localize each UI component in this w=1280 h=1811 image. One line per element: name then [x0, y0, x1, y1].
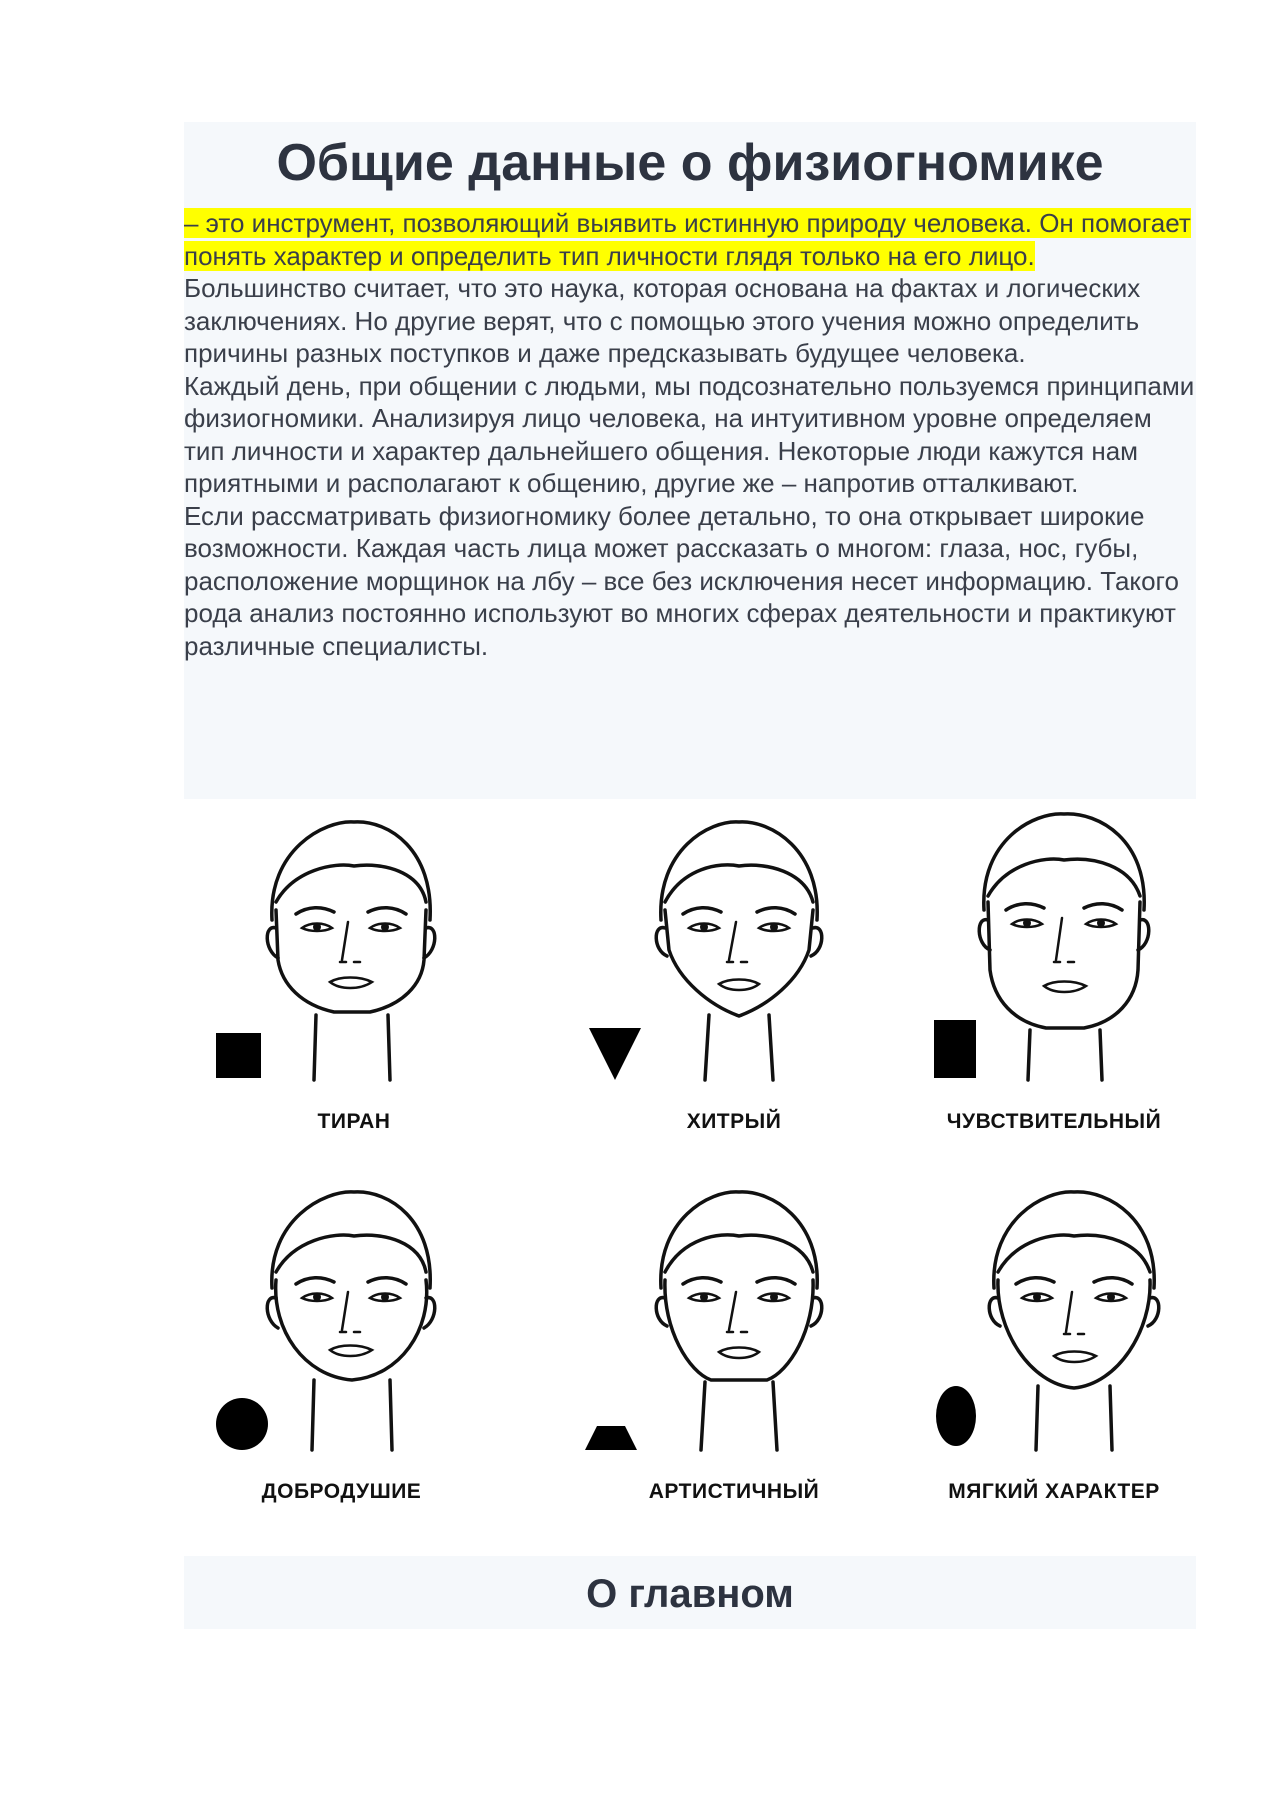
section-title: О главном: [586, 1572, 794, 1616]
face-label-soft-character: МЯГКИЙ ХАРАКТЕР: [948, 1480, 1160, 1503]
face-type-sensitive: [934, 810, 1280, 1160]
face-type-good-natured: [184, 1180, 559, 1530]
face-label-tyrant: ТИРАН: [317, 1110, 391, 1133]
face-drawing: [559, 1180, 934, 1510]
summary-section: [184, 1556, 1196, 1629]
intro-section: [184, 122, 1196, 799]
intro-text: [184, 207, 1196, 662]
paragraph-1: Большинство считает, что это наука, которая основана на фактах и логических заключениях. Но другие верят, что с помощью этого учения можно определить причины разных поступков и даже предсказывать будущее человека.: [184, 273, 1141, 368]
face-type-tyrant: [184, 810, 559, 1160]
face-types-illustration: [184, 810, 1234, 1510]
paragraph-2: Каждый день, при общении с людьми, мы подсознательно пользуемся принципами физиогномики. Анализируя лицо человека, на интуитивном уровне определяем тип личности и характер дальнейшего общения. Некоторые люди кажутся нам приятными и располагают к общению, другие же – напротив отталкивают.: [184, 370, 1195, 498]
square-shape-icon: [216, 1033, 261, 1078]
face-drawing: [184, 1180, 559, 1510]
paragraph-3: Если рассматривать физиогномику более детально, то она открывает широкие возможности. Каждая часть лица может рассказать о многом: глаза, нос, губы, расположение морщинок на лбу – все без исключения несет информацию. Такого рода анализ постоянно используют во многих сферах деятельности и практикуют различные специалисты.: [184, 500, 1179, 661]
face-drawing: [934, 1180, 1280, 1510]
face-type-cunning: [559, 810, 934, 1160]
highlighted-definition: – это инструмент, позволяющий выявить истинную природу человека. Он помогает понять характер и определить тип личности глядя только на его лицо.: [184, 208, 1191, 271]
face-label-good-natured: ДОБРОДУШИЕ: [261, 1480, 422, 1503]
trapezoid-shape-icon: [585, 1426, 637, 1450]
rectangle-shape-icon: [934, 1020, 976, 1078]
oval-shape-icon: [936, 1386, 976, 1446]
face-label-artistic: АРТИСТИЧНЫЙ: [648, 1480, 820, 1503]
definition-paragraph: [184, 207, 1196, 272]
circle-shape-icon: [216, 1398, 268, 1450]
face-drawing: [184, 810, 559, 1140]
face-drawing: [934, 810, 1280, 1140]
face-drawing: [559, 810, 934, 1140]
face-type-soft-character: [934, 1180, 1280, 1530]
face-type-artistic: [559, 1180, 934, 1530]
face-label-sensitive: ЧУВСТВИТЕЛЬНЫЙ: [946, 1110, 1162, 1133]
page-title: Общие данные о физиогномике: [276, 134, 1104, 192]
face-label-cunning: ХИТРЫЙ: [686, 1110, 782, 1133]
triangle-shape-icon: [589, 1028, 641, 1080]
